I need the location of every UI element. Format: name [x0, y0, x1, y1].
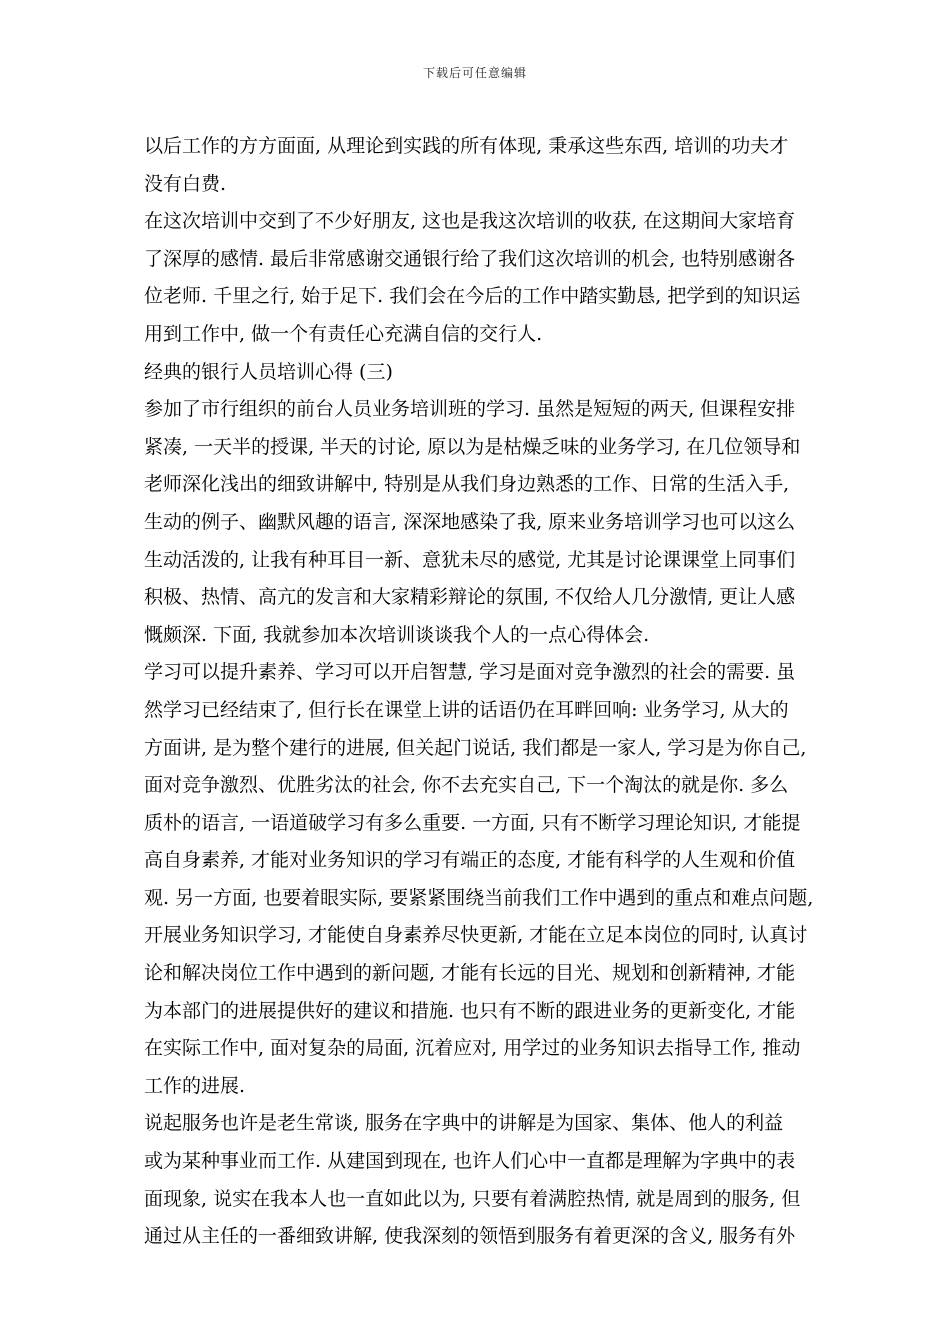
text-line: 观. 另一方面, 也要着眼实际, 要紧紧围绕当前我们工作中遇到的重点和难点问题, [144, 886, 814, 909]
text-line: 位老师. 千里之行, 始于足下. 我们会在今后的工作中踏实勤恳, 把学到的知识运 [144, 285, 801, 308]
text-line: 用到工作中, 做一个有责任心充满自信的交行人. [144, 322, 543, 345]
text-line: 参加了市行组织的前台人员业务培训班的学习. 虽然是短短的两天, 但课程安排 [144, 398, 796, 421]
text-line: 工作的进展. [144, 1074, 246, 1097]
text-line: 了深厚的感情. 最后非常感谢交通银行给了我们这次培训的机会, 也特别感谢各 [144, 247, 796, 270]
text-line: 开展业务知识学习, 才能使自身素养尽快更新, 才能在立足本岗位的同时, 认真讨 [144, 924, 808, 947]
text-line: 经典的银行人员培训心得 (三) [144, 360, 393, 383]
text-line: 面对竞争激烈、优胜劣汰的社会, 你不去充实自己, 下一个淘汰的就是你. 多么 [144, 774, 789, 797]
text-line: 以后工作的方方面面, 从理论到实践的所有体现, 秉承这些东西, 培训的功夫才 [144, 135, 789, 157]
text-line: 为本部门的进展提供好的建议和措施. 也只有不断的跟进业务的更新变化, 才能 [144, 999, 796, 1022]
text-line: 积极、热情、高亢的发言和大家精彩辩论的氛围, 不仅给人几分激情, 更让人感 [144, 586, 796, 609]
text-line: 高自身素养, 才能对业务知识的学习有端正的态度, 才能有科学的人生观和价值 [144, 849, 796, 872]
text-line: 通过从主任的一番细致讲解, 使我深刻的领悟到服务有着更深的含义, 服务有外 [144, 1225, 796, 1248]
body-text [144, 128, 816, 1256]
text-line: 论和解决岗位工作中遇到的新问题, 才能有长远的目光、规划和创新精神, 才能 [144, 962, 796, 985]
text-line: 说起服务也许是老生常谈, 服务在字典中的讲解是为国家、集体、他人的利益 [144, 1112, 784, 1135]
text-line: 质朴的语言, 一语道破学习有多么重要. 一方面, 只有不断学习理论知识, 才能提 [144, 811, 801, 834]
text-line: 生动的例子、幽默风趣的语言, 深深地感染了我, 原来业务培训学习也可以这么 [144, 510, 796, 533]
text-line: 老师深化浅出的细致讲解中, 特别是从我们身边熟悉的工作、日常的生活入手, [144, 473, 790, 496]
page-header: 下载后可任意编辑 [422, 66, 527, 80]
text-line: 生动活泼的, 让我有种耳目一新、意犹未尽的感觉, 尤其是讨论课课堂上同事们 [144, 548, 796, 571]
text-line: 没有白费. [144, 172, 227, 195]
text-line: 方面讲, 是为整个建行的进展, 但关起门说话, 我们都是一家人, 学习是为你自己, [144, 736, 807, 759]
text-line: 面现象, 说实在我本人也一直如此以为, 只要有着满腔热情, 就是周到的服务, 但 [144, 1187, 801, 1210]
text-line: 紧凑, 一天半的授课, 半天的讨论, 原以为是枯燥乏味的业务学习, 在几位领导和 [144, 435, 801, 458]
text-line: 或为某种事业而工作. 从建国到现在, 也许人们心中一直都是理解为字典中的表 [144, 1150, 796, 1173]
text-line: 慨颇深. 下面, 我就参加本次培训谈谈我个人的一点心得体会. [144, 623, 650, 646]
text-line: 在实际工作中, 面对复杂的局面, 沉着应对, 用学过的业务知识去指导工作, 推动 [144, 1037, 801, 1060]
text-line: 然学习已经结束了, 但行长在课堂上讲的话语仍在耳畔回响: 业务学习, 从大的 [144, 698, 789, 721]
text-line: 学习可以提升素养、学习可以开启智慧, 学习是面对竞争激烈的社会的需要. 虽 [144, 661, 796, 684]
text-line: 在这次培训中交到了不少好朋友, 这也是我这次培训的收获, 在这期间大家培育 [144, 210, 796, 233]
